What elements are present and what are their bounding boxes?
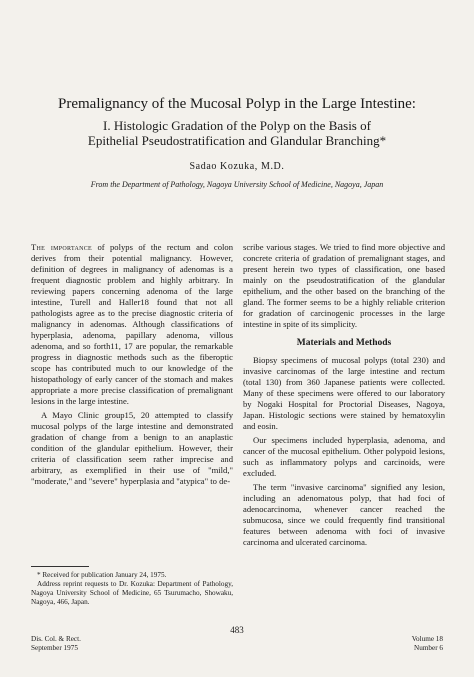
right-column [243,242,445,551]
article-title: Premalignancy of the Mucosal Polyp in the Large Intestine: [58,96,416,112]
author-name: Sadao Kozuka, M.D. [189,161,285,172]
body-paragraph: A Mayo Clinic group15, 20 attempted to classify mucosal polyps of the large intestine and demonstrated gradation of change from a benign to an anaplastic condition of the glandular epithelium. However, their criteria of classification seem rather imprecise and arbitrary, as exemplified in their use of "mild," "moderate," and "severe" hyperplasia and "atypica" to de- [31,410,233,486]
intro-paragraph [31,242,233,407]
journal-name: Dis. Col. & Rect. [31,635,81,643]
section-heading: Materials and Methods [296,338,392,348]
body-paragraph: scribe various stages. We tried to find more objective and concrete criteria of gradation of premalignant stages, and present herein two types of classification, one based mainly on the pseudostratification of the glandular epithelium, and the other based on the branching of the gland. The former seems to be a highly reliable criterion for gradation of carcinogenic processes in the large intestine in spite of its simplicity. [243,242,445,329]
footnotes [31,571,233,607]
issue-number: Number 6 [414,643,443,652]
author-affiliation: From the Department of Pathology, Nagoya University School of Medicine, Nagoya, Japan [90,180,384,189]
volume-number: Volume 18 [411,635,443,643]
subtitle-line-2: Epithelial Pseudostratification and Glandular Branching* [87,133,387,148]
left-column [31,242,233,490]
intro-lead-words: The importance [31,242,93,252]
footnote-divider [31,566,89,567]
body-paragraph: Our specimens included hyperplasia, adenoma, and cancer of the mucosal epithelium. Other polypoid lesions, such as inflammatory polyps and carcinoids, were excluded. [243,435,445,478]
article-subtitle [30,118,444,148]
footnote-reprints: Address reprint requests to Dr. Kozuka: Department of Pathology, Nagoya University School of Medicine, 65 Tsurumacho, Showaku, Nagoya, 466, Japan. [31,580,233,606]
journal-date: September 1975 [31,643,78,652]
footnote-received: * Received for publication January 24, 1975. [37,571,167,579]
volume-info [412,635,443,652]
body-paragraph: The term "invasive carcinoma" signified any lesion, including an adenomatous polyp, that had foci of adenocarcinoma, whenever cancer reached the submucosa, since we could frequently find transitional features between adenoma with foci of invasive carcinoma and ulcerated carcinoma. [243,482,445,547]
subtitle-line-1: I. Histologic Gradation of the Polyp on the Basis of [103,118,371,133]
body-paragraph: Biopsy specimens of mucosal polyps (total 230) and invasive carcinomas of the large intestine and rectum (total 130) from 360 Japanese patients were collected. Many of these specimens were offered to our laboratory by Nogaki Hospital for Proctorial Diseases, Nagoya, Japan. Histologic sections were stained by hematoxylin and eosin. [243,355,445,431]
intro-text: of polyps of the rectum and colon derives from their potential malignancy. However, definition of degrees in malignancy of adenomas is a frequent diagnostic problem and highly arbitrary. In reviewing papers concerning adenoma of the large intestine, Turell and Haller18 found that not all pathologists agree as to the precise diagnostic criteria of malignancy in adenomas. Although classifications of hyperplasia, adenoma, papillary adenoma, villous adenoma, and so forth11, 17 are popular, the remarkable progress in diagnostic methods such as the fiberoptic scope has contributed much to our knowledge of the histopathology of early cancer of the stomach and makes appropriate a more precise classification of premalignant lesions in the large intestine. [31,242,233,406]
page-number: 483 [230,625,244,635]
journal-citation [31,635,81,652]
